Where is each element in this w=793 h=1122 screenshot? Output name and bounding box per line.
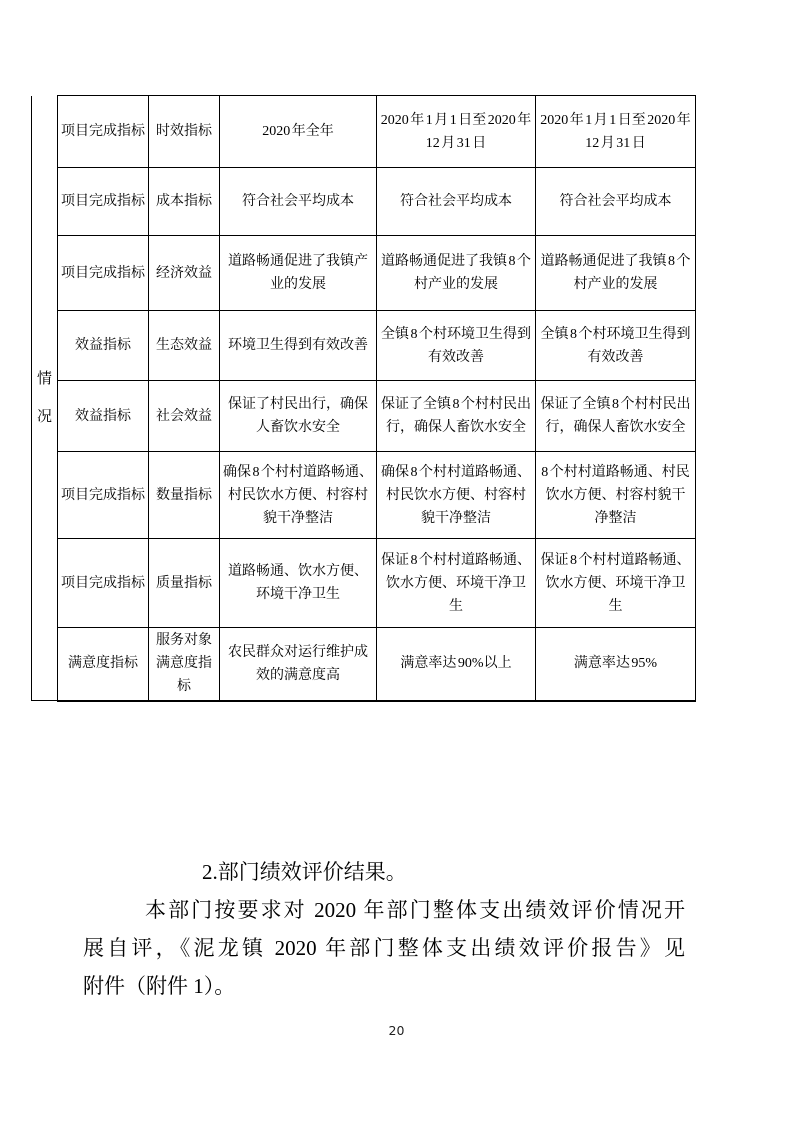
table-row (32, 96, 696, 168)
body-line: 展自评，《泥龙镇 2020 年部门整体支出绩效评价报告》见 (83, 936, 685, 960)
cell-target: 道路畅通促进了我镇产业的发展 (220, 236, 377, 311)
side-label-cell (32, 96, 58, 701)
cell-indicator: 服务对象满意度指标 (149, 628, 220, 701)
cell-category: 项目完成指标 (58, 96, 149, 168)
cell-target: 环境卫生得到有效改善 (220, 311, 377, 381)
side-label-char: 情 (36, 370, 52, 387)
cell-value1: 保证 8 个村村道路畅通、饮水方便、环境干净卫生 (377, 539, 536, 628)
cell-target: 农民群众对运行维护成效的满意度高 (220, 628, 377, 701)
table-row (32, 236, 696, 311)
cell-value1: 道路畅通促进了我镇 8 个村产业的发展 (377, 236, 536, 311)
table-row (32, 168, 696, 236)
table-row (32, 628, 696, 701)
cell-category: 项目完成指标 (58, 539, 149, 628)
table-row (32, 381, 696, 452)
cell-category: 项目完成指标 (58, 168, 149, 236)
cell-category: 效益指标 (58, 311, 149, 381)
cell-target: 确保 8 个村村道路畅通、村民饮水方便、村容村貌干净整洁 (220, 452, 377, 539)
table-row (32, 452, 696, 539)
cell-value2: 道路畅通促进了我镇 8 个村产业的发展 (536, 236, 696, 311)
cell-value1: 确保 8 个村村道路畅通、村民饮水方便、村容村貌干净整洁 (377, 452, 536, 539)
section-text-block (83, 853, 685, 1005)
cell-indicator: 质量指标 (149, 539, 220, 628)
cell-value1: 全镇 8 个村环境卫生得到有效改善 (377, 311, 536, 381)
cell-value2: 全镇 8 个村环境卫生得到有效改善 (536, 311, 696, 381)
cell-indicator: 生态效益 (149, 311, 220, 381)
cell-category: 效益指标 (58, 381, 149, 452)
cell-value2: 2020 年 1 月 1 日至 2020 年 12 月 31 日 (536, 96, 696, 168)
cell-value2: 保证 8 个村村道路畅通、饮水方便、环境干净卫生 (536, 539, 696, 628)
cell-value2: 符合社会平均成本 (536, 168, 696, 236)
cell-value1: 符合社会平均成本 (377, 168, 536, 236)
cell-value2: 满意率达 95% (536, 628, 696, 701)
page-number: 20 (388, 1023, 405, 1038)
cell-indicator: 成本指标 (149, 168, 220, 236)
body-line: 附件（附件 1）。 (83, 974, 236, 998)
cell-category: 满意度指标 (58, 628, 149, 701)
table-row (32, 311, 696, 381)
table-row (32, 539, 696, 628)
cell-indicator: 时效指标 (149, 96, 220, 168)
cell-indicator: 社会效益 (149, 381, 220, 452)
cell-value1: 满意率达 90%以上 (377, 628, 536, 701)
cell-indicator: 数量指标 (149, 452, 220, 539)
cell-target: 保证了村民出行，确保人畜饮水安全 (220, 381, 377, 452)
performance-indicators-table (31, 95, 696, 702)
cell-value2: 8 个村村道路畅通、村民饮水方便、村容村貌干净整洁 (536, 452, 696, 539)
cell-value1: 保证了全镇 8 个村村民出行，确保人畜饮水安全 (377, 381, 536, 452)
cell-value2: 保证了全镇 8 个村村民出行，确保人畜饮水安全 (536, 381, 696, 452)
cell-target: 2020 年全年 (220, 96, 377, 168)
cell-category: 项目完成指标 (58, 236, 149, 311)
cell-target: 道路畅通、饮水方便、环境干净卫生 (220, 539, 377, 628)
cell-category: 项目完成指标 (58, 452, 149, 539)
body-line: 本部门按要求对 2020 年部门整体支出绩效评价情况开 (145, 898, 685, 922)
cell-value1: 2020 年 1 月 1 日至 2020 年 12 月 31 日 (377, 96, 536, 168)
cell-target: 符合社会平均成本 (220, 168, 377, 236)
section-heading: 2.部门绩效评价结果。 (202, 860, 407, 884)
side-label-char: 况 (36, 408, 52, 425)
cell-indicator: 经济效益 (149, 236, 220, 311)
